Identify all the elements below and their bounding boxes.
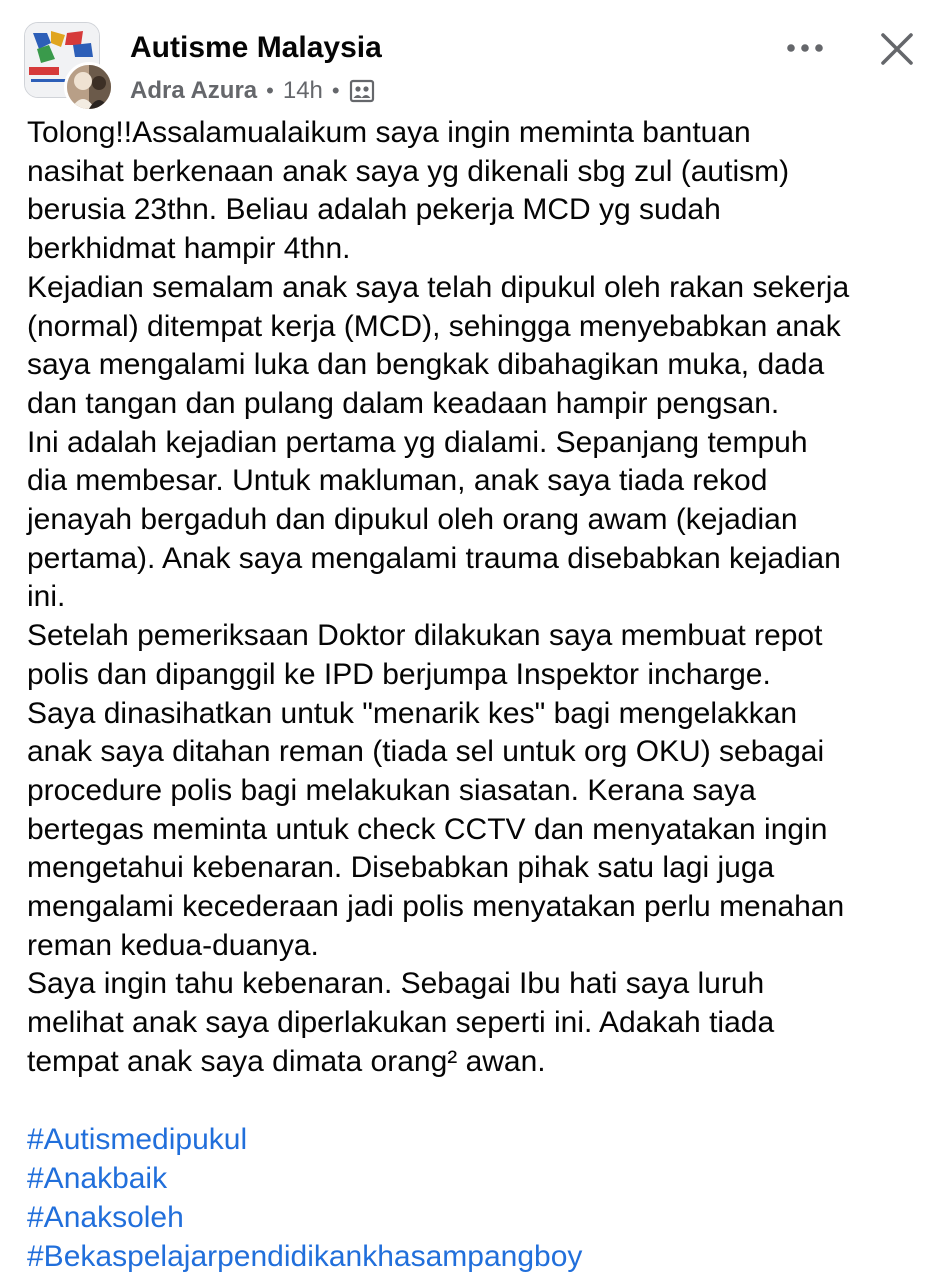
post-text-line: anak saya ditahan reman (tiada sel untuk org OKU) sebagai (27, 735, 825, 769)
post-text-line: tempat anak saya dimata orang² awan. (27, 1044, 546, 1078)
post-text-line: Setelah pemeriksaan Doktor dilakukan saya membuat repot (27, 619, 823, 653)
more-dots-icon (785, 43, 825, 53)
post-text-line: mengalami kecederaan jadi polis menyatakan perlu menahan (27, 890, 845, 924)
close-button[interactable] (874, 26, 920, 72)
post-text-line: ini. (27, 580, 66, 614)
user-photo-image (67, 65, 111, 109)
post-text-line: Tolong!!Assalamualaikum saya ingin meminta bantuan (27, 116, 751, 149)
post-text-line: dan tangan dan pulang dalam keadaan hampir pengsan. (27, 386, 780, 420)
post-time[interactable]: 14h (282, 77, 323, 104)
meta-separator: • (331, 78, 340, 103)
post-meta (130, 75, 375, 107)
post-text-line: jenayah bergaduh dan dipukul oleh orang awam (kejadian (27, 503, 798, 537)
post-text-line: saya mengalami luka dan bengkak dibahagikan muka, dada (27, 348, 825, 382)
post-header (0, 0, 944, 112)
post-text-line: mengetahui kebenaran. Disebabkan pihak satu lagi juga (27, 851, 775, 885)
post-text-line: Kejadian semalam anak saya telah dipukul oleh rakan sekerja (27, 270, 850, 304)
post-text-line: berkhidmat hampir 4thn. (27, 232, 351, 266)
avatar-group[interactable] (24, 22, 114, 108)
more-options-button[interactable] (782, 30, 828, 66)
post-text-line: melihat anak saya diperlakukan seperti ini. Adakah tiada (27, 1006, 775, 1040)
hashtag-link[interactable]: #Bekaspelajarpendidikankhasampangboy (27, 1240, 583, 1273)
post-text (27, 114, 927, 1082)
author-name[interactable]: Adra Azura (130, 77, 258, 104)
user-avatar[interactable] (64, 62, 114, 112)
hashtag-link[interactable]: #Autismedipukul (27, 1123, 248, 1156)
post-text-line: Saya dinasihatkan untuk "menarik kes" bagi mengelakkan (27, 696, 798, 730)
post-text-line: bertegas meminta untuk check CCTV dan menyatakan ingin (27, 812, 828, 846)
close-icon (880, 32, 914, 66)
post-text-line: dia membesar. Untuk makluman, anak saya tiada rekod (27, 464, 768, 498)
hashtag-list (27, 1120, 582, 1276)
post-text-line: pertama). Anak saya mengalami trauma disebabkan kejadian (27, 541, 841, 575)
post-text-line: Ini adalah kejadian pertama yg dialami. Sepanjang tempuh (27, 425, 808, 459)
post-text-line: reman kedua-duanya. (27, 928, 319, 962)
hashtag-link[interactable]: #Anaksoleh (27, 1201, 184, 1234)
post-text-line: procedure polis bagi melakukan siasatan. Kerana saya (27, 773, 756, 807)
group-photo-icon (349, 78, 375, 104)
page-name[interactable]: Autisme Malaysia (130, 31, 382, 64)
post-text-line: Saya ingin tahu kebenaran. Sebagai Ibu hati saya luruh (27, 967, 765, 1001)
post-text-line: nasihat berkenaan anak saya yg dikenali sbg zul (autism) (27, 154, 790, 188)
post-text-line: (normal) ditempat kerja (MCD), sehingga menyebabkan anak (27, 309, 841, 343)
meta-separator: • (266, 78, 274, 103)
post-text-line: berusia 23thn. Beliau adalah pekerja MCD yg sudah (27, 193, 721, 227)
post-text-line: polis dan dipanggil ke IPD berjumpa Inspektor incharge. (27, 657, 771, 691)
hashtag-link[interactable]: #Anakbaik (27, 1162, 168, 1195)
